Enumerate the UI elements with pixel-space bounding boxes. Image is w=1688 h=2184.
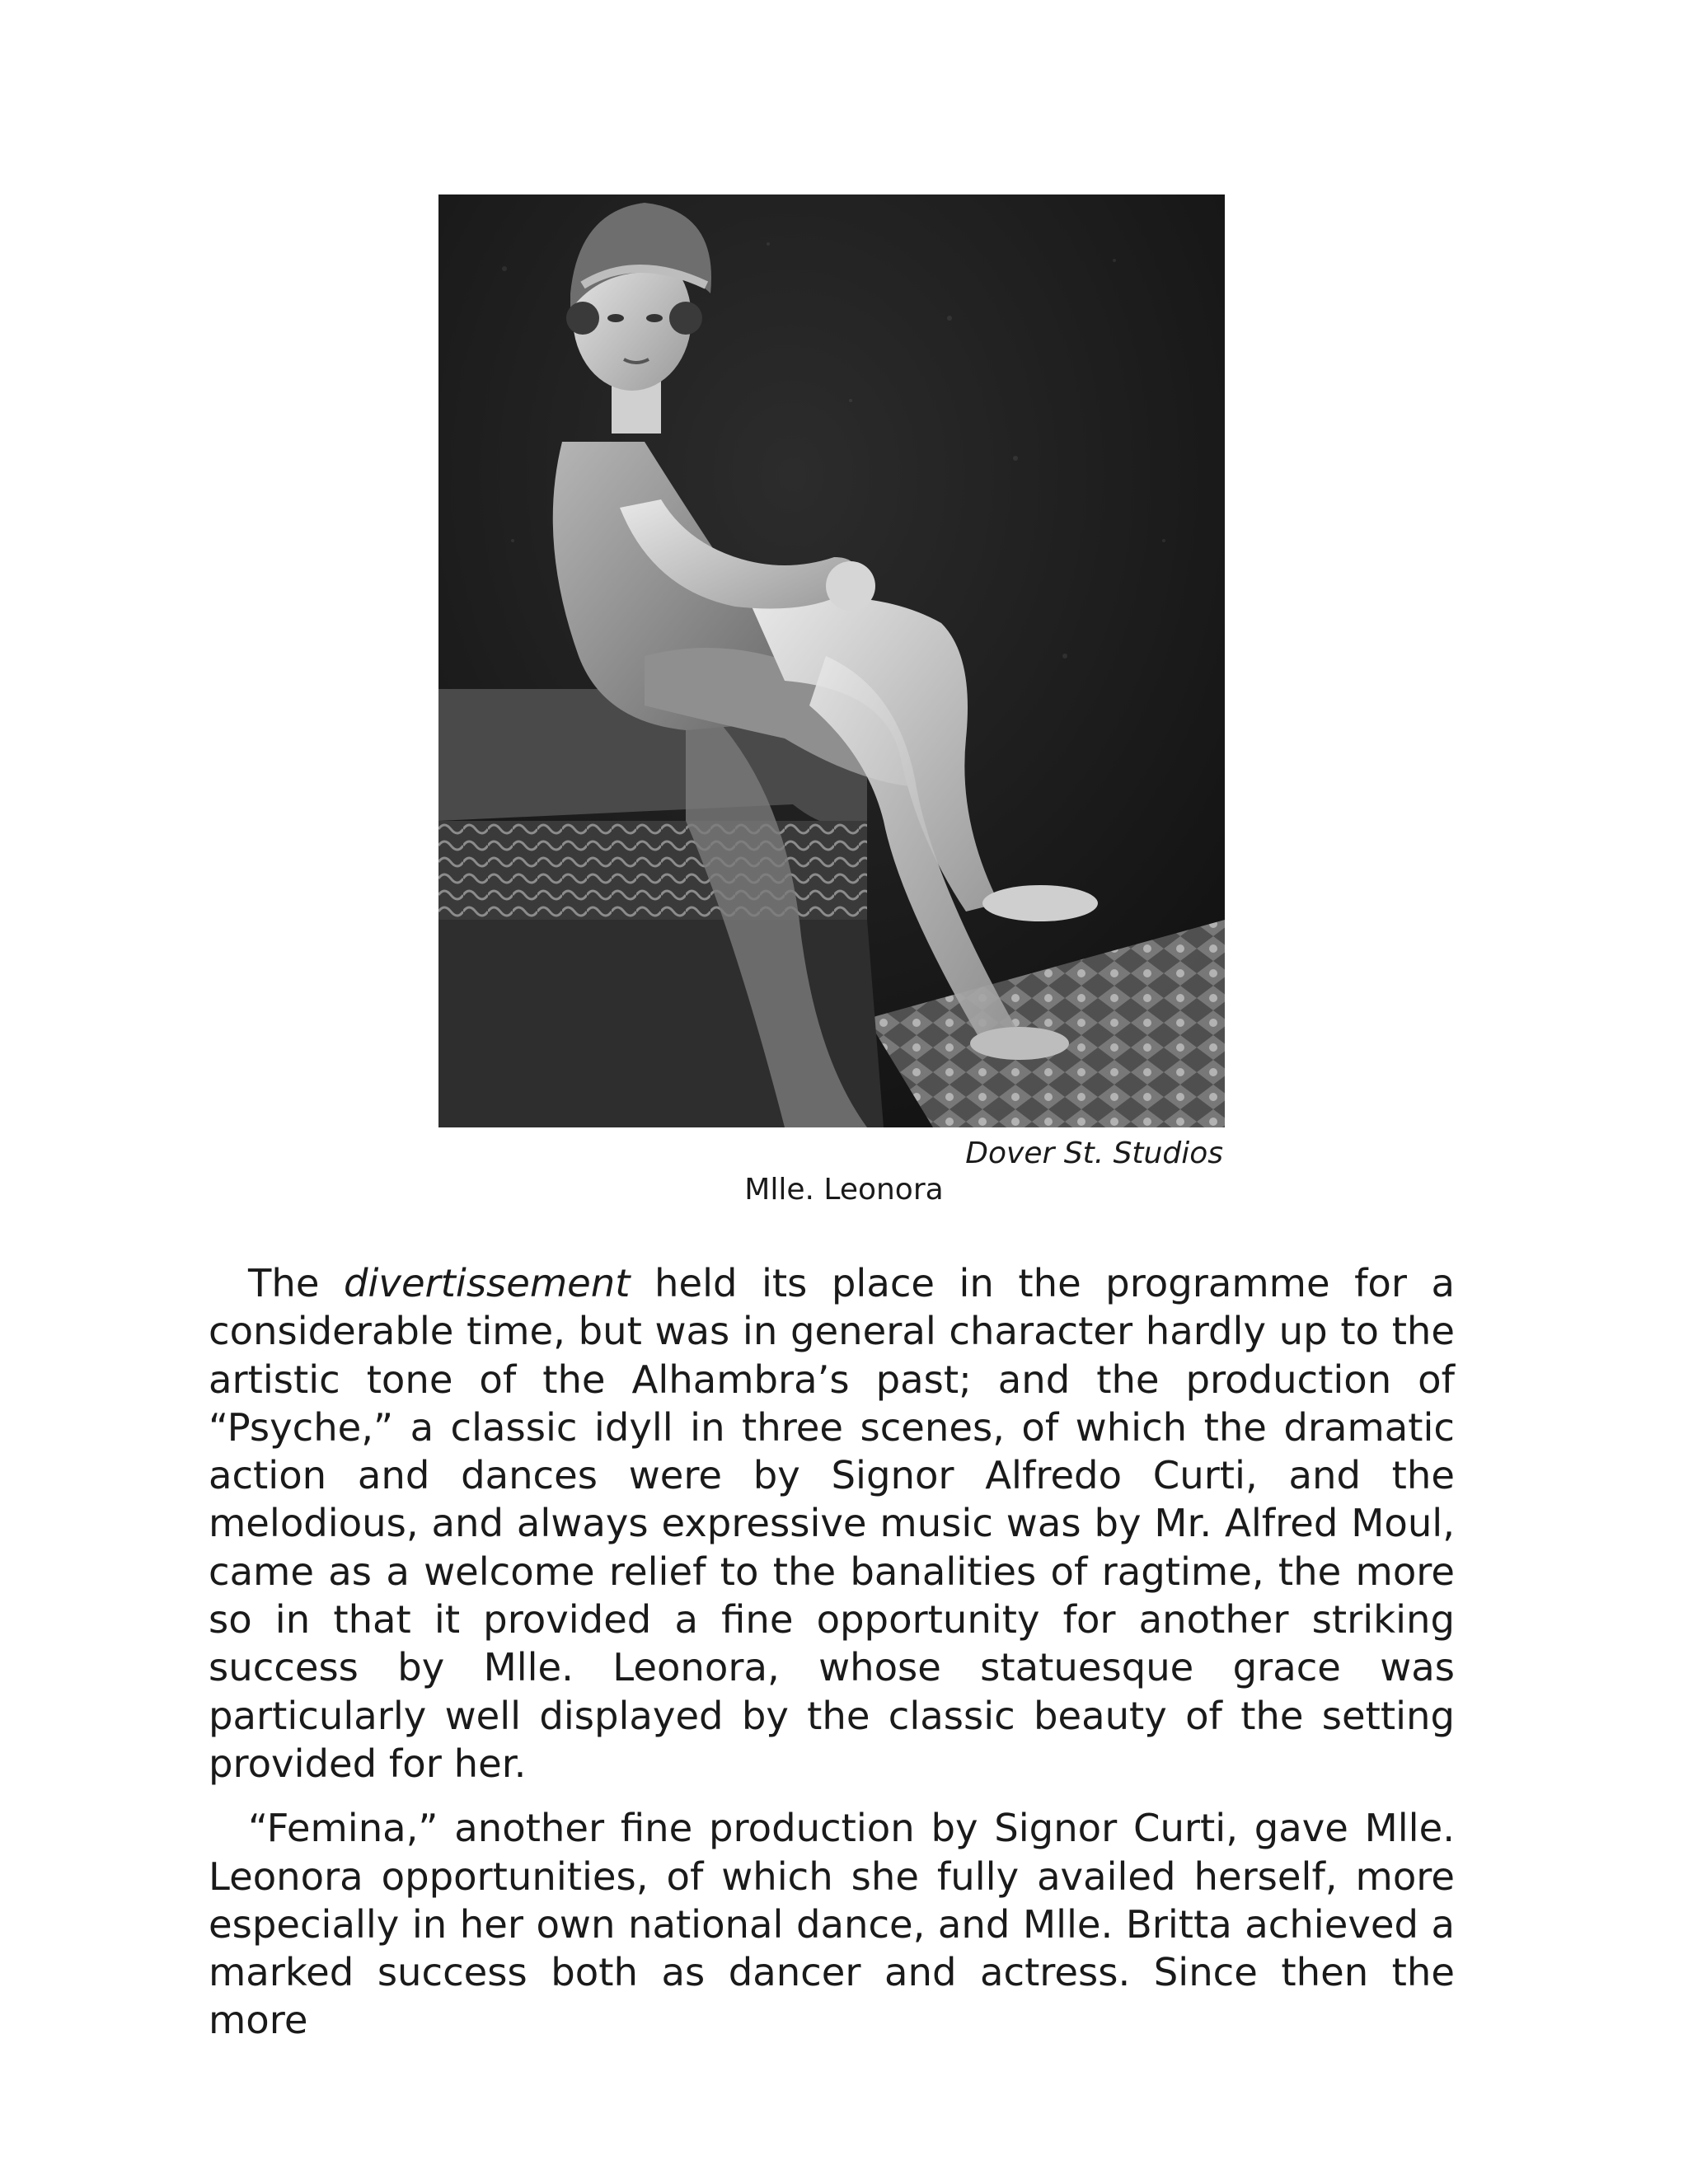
body-text — [209, 1259, 1455, 2061]
photo-illustration-icon — [438, 194, 1225, 1127]
paragraph-1 — [209, 1259, 1455, 1788]
paragraph-1-emphasis: divertissement — [343, 1261, 631, 1305]
paragraph-1-lead: The — [248, 1261, 344, 1305]
paragraph-1-rest: held its place in the programme for a considerable time, but was in general character hardly up to the artistic tone of the Alhambra’s past; and the production of “Psyche,” a classic idyll in three scenes, of which the dramatic action and dances were by Signor Alfredo Curti, and the melodious, and always expressive music was by Mr. Alfred Moul, came as a welcome relief to the banalities of ragtime, the more so in that it provided a fine opportunity for another striking success by Mlle. Leonora, whose statuesque grace was particularly well displayed by the classic beauty of the setting provided for her. — [209, 1261, 1455, 1786]
paragraph-2: “Femina,” another fine production by Signor Curti, gave Mlle. Leonora opportunities, of which she fully availed herself, more especially in her own national dance, and Mlle. Britta achieved a marked success both as dancer and actress. Since then the more — [209, 1806, 1455, 2043]
photo-credit: Dover St. Studios — [965, 1137, 1223, 1170]
portrait-photo — [438, 194, 1225, 1127]
figure-caption: Mlle. Leonora — [744, 1173, 944, 1207]
